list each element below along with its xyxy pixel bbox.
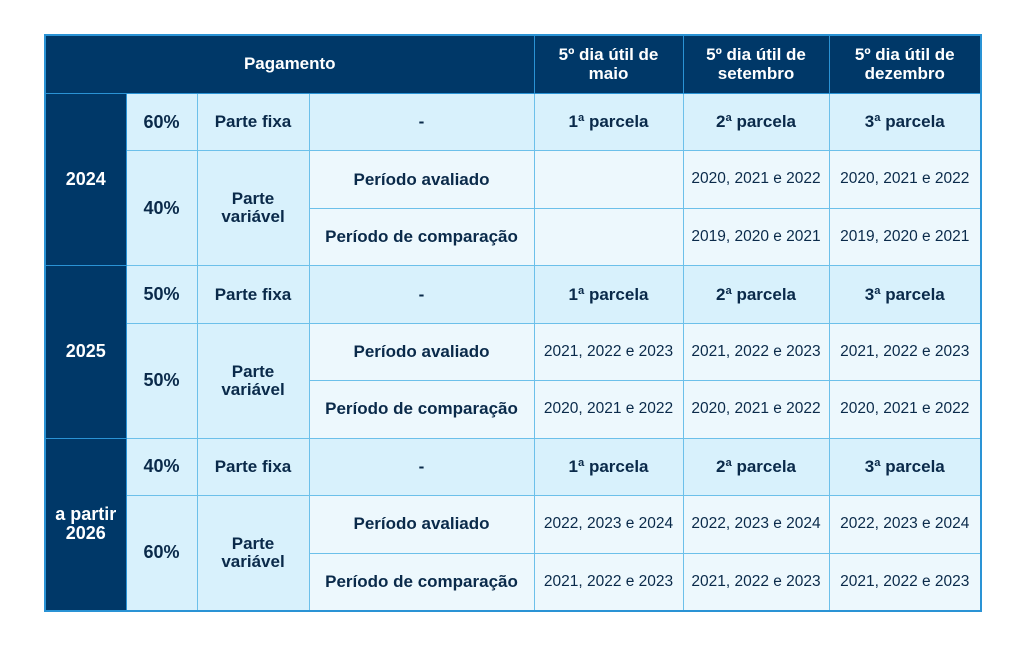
parcela-3: 3ª parcela — [829, 266, 981, 323]
year-cell: a partir 2026 — [45, 438, 126, 611]
periodo-comparacao-label: Período de comparação — [309, 381, 534, 438]
table-row — [45, 94, 981, 151]
periodo-avaliado-label: Período avaliado — [309, 151, 534, 208]
parcela-1: 1ª parcela — [534, 94, 683, 151]
fixa-pct: 60% — [126, 94, 197, 151]
parte-fixa-label: Parte fixa — [197, 266, 309, 323]
periodo-comparacao-label: Período de comparação — [309, 553, 534, 611]
comparacao-dezembro: 2019, 2020 e 2021 — [829, 208, 981, 265]
avaliado-dezembro: 2020, 2021 e 2022 — [829, 151, 981, 208]
year-cell: 2024 — [45, 94, 126, 266]
comparacao-maio — [534, 208, 683, 265]
fixa-pct: 40% — [126, 438, 197, 495]
avaliado-maio: 2022, 2023 e 2024 — [534, 496, 683, 553]
parcela-2: 2ª parcela — [683, 94, 829, 151]
parcela-2: 2ª parcela — [683, 266, 829, 323]
comparacao-maio: 2020, 2021 e 2022 — [534, 381, 683, 438]
comparacao-maio: 2021, 2022 e 2023 — [534, 553, 683, 611]
year-cell: 2025 — [45, 266, 126, 438]
parte-variavel-label: Parte variável — [197, 496, 309, 611]
periodo-comparacao-label: Período de comparação — [309, 208, 534, 265]
table-row — [45, 266, 981, 323]
variavel-pct: 60% — [126, 496, 197, 611]
parte-variavel-label: Parte variável — [197, 323, 309, 438]
parcela-1: 1ª parcela — [534, 438, 683, 495]
parte-fixa-label: Parte fixa — [197, 438, 309, 495]
parcela-3: 3ª parcela — [829, 438, 981, 495]
avaliado-dezembro: 2022, 2023 e 2024 — [829, 496, 981, 553]
dash-cell: - — [309, 94, 534, 151]
comparacao-dezembro: 2021, 2022 e 2023 — [829, 553, 981, 611]
payment-schedule-table — [44, 34, 982, 612]
header-pagamento: Pagamento — [45, 35, 534, 94]
table-row — [45, 438, 981, 495]
header-row — [45, 35, 981, 94]
table-row — [45, 323, 981, 380]
parcela-1: 1ª parcela — [534, 266, 683, 323]
header-dezembro: 5º dia útil de dezembro — [829, 35, 981, 94]
periodo-avaliado-label: Período avaliado — [309, 496, 534, 553]
comparacao-setembro: 2021, 2022 e 2023 — [683, 553, 829, 611]
parcela-2: 2ª parcela — [683, 438, 829, 495]
table-row — [45, 496, 981, 553]
parte-fixa-label: Parte fixa — [197, 94, 309, 151]
periodo-avaliado-label: Período avaliado — [309, 323, 534, 380]
table-row — [45, 151, 981, 208]
parte-variavel-label: Parte variável — [197, 151, 309, 266]
parcela-3: 3ª parcela — [829, 94, 981, 151]
dash-cell: - — [309, 266, 534, 323]
avaliado-setembro: 2021, 2022 e 2023 — [683, 323, 829, 380]
comparacao-setembro: 2020, 2021 e 2022 — [683, 381, 829, 438]
avaliado-setembro: 2020, 2021 e 2022 — [683, 151, 829, 208]
avaliado-dezembro: 2021, 2022 e 2023 — [829, 323, 981, 380]
variavel-pct: 40% — [126, 151, 197, 266]
avaliado-maio — [534, 151, 683, 208]
comparacao-setembro: 2019, 2020 e 2021 — [683, 208, 829, 265]
dash-cell: - — [309, 438, 534, 495]
avaliado-maio: 2021, 2022 e 2023 — [534, 323, 683, 380]
header-maio: 5º dia útil de maio — [534, 35, 683, 94]
avaliado-setembro: 2022, 2023 e 2024 — [683, 496, 829, 553]
variavel-pct: 50% — [126, 323, 197, 438]
header-setembro: 5º dia útil de setembro — [683, 35, 829, 94]
fixa-pct: 50% — [126, 266, 197, 323]
comparacao-dezembro: 2020, 2021 e 2022 — [829, 381, 981, 438]
